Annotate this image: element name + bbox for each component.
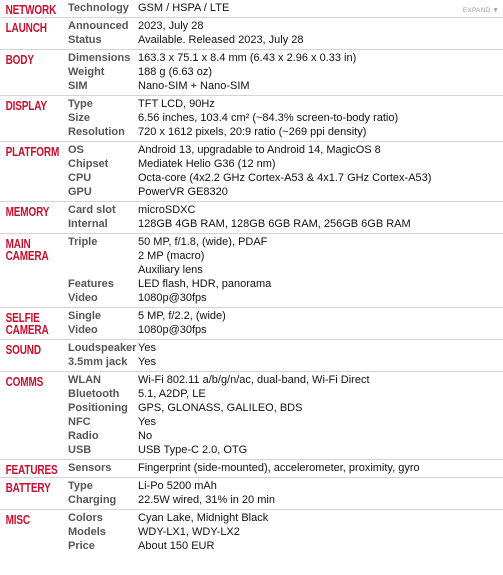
- spec-label[interactable]: Loudspeaker: [68, 342, 137, 354]
- expand-button[interactable]: EXPAND ▼: [462, 7, 499, 14]
- spec-row-card-slot: [61, 203, 503, 217]
- spec-value: [138, 387, 503, 401]
- spec-value-line: 1080p@30fps: [138, 292, 207, 304]
- section-display: [0, 95, 503, 141]
- spec-label[interactable]: Sensors: [68, 462, 112, 474]
- spec-value-line: Android 13, upgradable to Android 14, MagicOS 8: [138, 144, 381, 156]
- spec-value: [138, 443, 503, 457]
- spec-label[interactable]: Size: [68, 112, 91, 124]
- section-title[interactable]: SELFIE CAMERA: [5, 311, 49, 337]
- spec-value-line: Yes: [138, 356, 156, 368]
- spec-value-line: LED flash, HDR, panorama: [138, 278, 272, 290]
- spec-value-line: 6.56 inches, 103.4 cm² (~84.3% screen-to-body ratio): [138, 112, 399, 124]
- spec-rows: [61, 202, 503, 233]
- spec-rows: [61, 478, 503, 509]
- spec-label[interactable]: Features: [68, 278, 114, 290]
- spec-value: [138, 277, 503, 291]
- spec-label[interactable]: CPU: [68, 172, 92, 184]
- spec-label[interactable]: Video: [68, 292, 98, 304]
- spec-value: [138, 493, 503, 507]
- spec-row-chipset: [61, 157, 503, 171]
- spec-row-video: [61, 291, 503, 305]
- spec-label[interactable]: Charging: [68, 494, 117, 506]
- spec-value: [138, 291, 503, 305]
- spec-row-price: [61, 539, 503, 553]
- spec-rows: [61, 340, 503, 371]
- spec-label[interactable]: NFC: [68, 416, 91, 428]
- spec-value: [138, 429, 503, 443]
- section-title[interactable]: NETWORK: [5, 3, 57, 17]
- spec-value-line: 22.5W wired, 31% in 20 min: [138, 494, 275, 506]
- section-title[interactable]: FEATURES: [5, 463, 58, 477]
- spec-label[interactable]: Single: [68, 310, 102, 322]
- spec-value-line: Wi-Fi 802.11 a/b/g/n/ac, dual-band, Wi-Fi Direct: [138, 374, 370, 386]
- spec-value-line: 2023, July 28: [138, 20, 204, 32]
- spec-value-line: PowerVR GE8320: [138, 186, 228, 198]
- spec-value: [138, 143, 503, 157]
- section-title[interactable]: BATTERY: [5, 481, 51, 495]
- spec-value: [138, 171, 503, 185]
- spec-value-line: Yes: [138, 416, 156, 428]
- spec-rows: [61, 50, 503, 95]
- section-body: [0, 49, 503, 95]
- spec-value: [138, 309, 503, 323]
- spec-row-triple: [61, 235, 503, 277]
- spec-row-single: [61, 309, 503, 323]
- spec-rows: [61, 142, 503, 201]
- section-main-camera: [0, 233, 503, 307]
- spec-value-line: 50 MP, f/1.8, (wide), PDAF: [138, 236, 268, 248]
- section-launch: [0, 17, 503, 49]
- spec-row-type: [61, 479, 503, 493]
- spec-row-cpu: [61, 171, 503, 185]
- spec-value: [138, 341, 503, 355]
- section-comms: [0, 371, 503, 459]
- spec-value-line: GPS, GLONASS, GALILEO, BDS: [138, 402, 303, 414]
- spec-value: [138, 185, 503, 199]
- spec-value-line: Yes: [138, 342, 156, 354]
- spec-value: [138, 539, 503, 553]
- section-features: [0, 459, 503, 477]
- spec-row-models: [61, 525, 503, 539]
- spec-label[interactable]: Triple: [68, 236, 98, 248]
- spec-value: [138, 97, 503, 111]
- section-misc: [0, 509, 503, 555]
- section-title[interactable]: PLATFORM: [5, 145, 60, 159]
- spec-row-positioning: [61, 401, 503, 415]
- spec-value: [138, 355, 503, 369]
- spec-value: [138, 511, 503, 525]
- spec-value: [138, 19, 503, 33]
- section-network: [0, 0, 503, 17]
- spec-row-announced: [61, 19, 503, 33]
- spec-row-type: [61, 97, 503, 111]
- spec-row-loudspeaker: [61, 341, 503, 355]
- spec-label[interactable]: Bluetooth: [68, 388, 120, 400]
- spec-value-line: 720 x 1612 pixels, 20:9 ratio (~269 ppi density): [138, 126, 367, 138]
- spec-value: [138, 401, 503, 415]
- spec-value: [138, 125, 503, 139]
- spec-value: [138, 111, 503, 125]
- spec-label[interactable]: Status: [68, 34, 102, 46]
- spec-row-3-5mm-jack: [61, 355, 503, 369]
- section-memory: [0, 201, 503, 233]
- spec-value-line: 2 MP (macro): [138, 250, 205, 262]
- spec-value: [138, 65, 503, 79]
- spec-value-line: 188 g (6.63 oz): [138, 66, 212, 78]
- section-title[interactable]: MAIN CAMERA: [5, 237, 49, 263]
- spec-row-features: [61, 277, 503, 291]
- spec-rows: [61, 460, 503, 477]
- spec-value-line: 1080p@30fps: [138, 324, 207, 336]
- spec-value-line: Cyan Lake, Midnight Black: [138, 512, 269, 524]
- spec-label[interactable]: Dimensions: [68, 52, 131, 64]
- spec-label[interactable]: Announced: [68, 20, 129, 32]
- spec-row-sensors: [61, 461, 503, 475]
- spec-label[interactable]: OS: [68, 144, 84, 156]
- spec-value: [138, 79, 503, 93]
- spec-label[interactable]: WLAN: [68, 374, 101, 386]
- spec-row-wlan: [61, 373, 503, 387]
- spec-row-charging: [61, 493, 503, 507]
- spec-row-sim: [61, 79, 503, 93]
- spec-row-gpu: [61, 185, 503, 199]
- section-title[interactable]: MISC: [5, 513, 30, 527]
- section-title[interactable]: MEMORY: [5, 205, 50, 219]
- section-title[interactable]: COMMS: [5, 375, 44, 389]
- spec-value-line: TFT LCD, 90Hz: [138, 98, 215, 110]
- spec-value: [138, 157, 503, 171]
- spec-row-nfc: [61, 415, 503, 429]
- spec-value: [138, 235, 503, 277]
- spec-value: [138, 461, 503, 475]
- spec-value-line: 163.3 x 75.1 x 8.4 mm (6.43 x 2.96 x 0.33 in): [138, 52, 357, 64]
- spec-label[interactable]: USB: [68, 444, 92, 456]
- spec-label[interactable]: SIM: [68, 80, 88, 92]
- spec-value-line: 128GB 4GB RAM, 128GB 6GB RAM, 256GB 6GB RAM: [138, 218, 411, 230]
- spec-value-line: Mediatek Helio G36 (12 nm): [138, 158, 276, 170]
- spec-label[interactable]: Colors: [68, 512, 103, 524]
- spec-label[interactable]: Price: [68, 540, 95, 552]
- spec-row-weight: [61, 65, 503, 79]
- spec-value-line: About 150 EUR: [138, 540, 215, 552]
- spec-label[interactable]: Video: [68, 324, 98, 336]
- spec-label[interactable]: Type: [68, 98, 93, 110]
- spec-value-line: Fingerprint (side-mounted), accelerometer, proximity, gyro: [138, 462, 420, 474]
- spec-row-colors: [61, 511, 503, 525]
- section-title[interactable]: SOUND: [5, 343, 41, 357]
- spec-rows: [61, 234, 503, 307]
- section-title[interactable]: DISPLAY: [5, 99, 47, 113]
- spec-label[interactable]: Weight: [68, 66, 105, 78]
- spec-value-line: Nano-SIM + Nano-SIM: [138, 80, 250, 92]
- spec-value-line: 5.1, A2DP, LE: [138, 388, 206, 400]
- spec-value-line: Li-Po 5200 mAh: [138, 480, 217, 492]
- spec-value-line: No: [138, 430, 153, 442]
- spec-row-radio: [61, 429, 503, 443]
- spec-value: [138, 373, 503, 387]
- spec-row-usb: [61, 443, 503, 457]
- spec-label[interactable]: Type: [68, 480, 93, 492]
- spec-row-status: [61, 33, 503, 47]
- spec-row-technology: [61, 1, 503, 15]
- spec-value-line: microSDXC: [138, 204, 196, 216]
- spec-row-os: [61, 143, 503, 157]
- spec-label[interactable]: Radio: [68, 430, 99, 442]
- spec-row-bluetooth: [61, 387, 503, 401]
- spec-value: [138, 415, 503, 429]
- spec-row-video: [61, 323, 503, 337]
- section-battery: [0, 477, 503, 509]
- spec-rows: [61, 18, 503, 49]
- spec-value: [138, 51, 503, 65]
- spec-value: [138, 479, 503, 493]
- spec-rows: [61, 510, 503, 555]
- spec-value: [138, 525, 503, 539]
- spec-value-line: Octa-core (4x2.2 GHz Cortex-A53 & 4x1.7 GHz Cortex-A53): [138, 172, 432, 184]
- spec-label[interactable]: Resolution: [68, 126, 125, 138]
- spec-rows: [61, 372, 503, 459]
- spec-label[interactable]: Models: [68, 526, 106, 538]
- spec-label[interactable]: GPU: [68, 186, 92, 198]
- section-sound: [0, 339, 503, 371]
- spec-rows: [61, 308, 503, 339]
- spec-label[interactable]: Positioning: [68, 402, 128, 414]
- spec-value: [138, 217, 503, 231]
- spec-row-size: [61, 111, 503, 125]
- section-title[interactable]: LAUNCH: [5, 21, 47, 35]
- section-selfie-camera: [0, 307, 503, 339]
- spec-value-line: Auxiliary lens: [138, 264, 203, 276]
- spec-value-line: USB Type-C 2.0, OTG: [138, 444, 248, 456]
- spec-label[interactable]: Card slot: [68, 204, 116, 216]
- section-title[interactable]: BODY: [5, 53, 34, 67]
- spec-row-dimensions: [61, 51, 503, 65]
- spec-value: [138, 33, 503, 47]
- spec-label[interactable]: Technology: [68, 2, 129, 14]
- spec-label[interactable]: Chipset: [68, 158, 109, 170]
- spec-row-internal: [61, 217, 503, 231]
- spec-value-line: GSM / HSPA / LTE: [138, 2, 230, 14]
- spec-value: [138, 203, 503, 217]
- spec-value-line: WDY-LX1, WDY-LX2: [138, 526, 240, 538]
- spec-value-line: 5 MP, f/2.2, (wide): [138, 310, 226, 322]
- spec-rows: [61, 96, 503, 141]
- section-platform: [0, 141, 503, 201]
- spec-value-line: Available. Released 2023, July 28: [138, 34, 304, 46]
- spec-label[interactable]: Internal: [68, 218, 108, 230]
- spec-rows: [61, 0, 503, 17]
- spec-row-resolution: [61, 125, 503, 139]
- spec-value: [138, 323, 503, 337]
- spec-value: [138, 1, 503, 15]
- spec-label[interactable]: 3.5mm jack: [68, 356, 128, 368]
